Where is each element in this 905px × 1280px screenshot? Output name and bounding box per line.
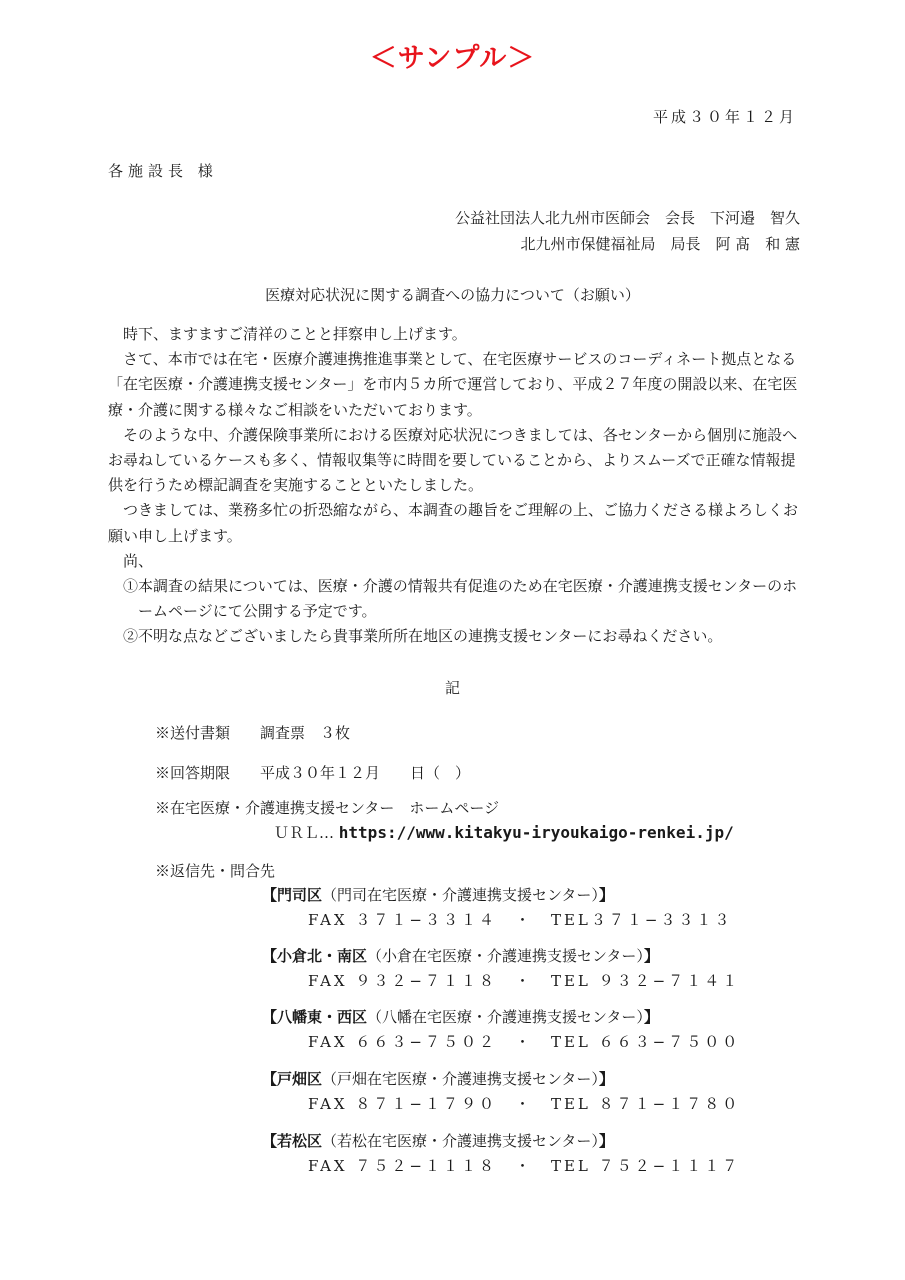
subject-title: 医療対応状況に関する調査への協力について（お願い） bbox=[265, 286, 640, 304]
nao-label: 尚、 bbox=[123, 551, 154, 570]
center-title: （小倉在宅医療・介護連携支援センター） bbox=[367, 947, 644, 965]
homepage-label: ※在宅医療・介護連携支援センター ホームページ bbox=[155, 799, 500, 817]
center-phone: FAX ７５２−１１１８ ・ TEL ７５２−１１１７ bbox=[308, 1157, 741, 1175]
url-line bbox=[274, 822, 734, 843]
bracket-close: 】 bbox=[598, 886, 614, 904]
deadline-line: ※回答期限 平成３０年１２月 日（ ） bbox=[155, 764, 471, 782]
bracket-open: 【 bbox=[262, 947, 278, 965]
sender-health-bureau: 北九州市保健福祉局 局長 阿 髙 和 憲 bbox=[520, 235, 800, 253]
greeting-paragraph: 時下、ますますご清祥のことと拝察申し上げます。 bbox=[123, 325, 467, 343]
enclosure-line: ※送付書類 調査票 ３枚 bbox=[155, 724, 351, 742]
addressee: 各施設長 様 bbox=[108, 162, 218, 180]
center-title: （戸畑在宅医療・介護連携支援センター） bbox=[322, 1070, 599, 1088]
note-item: ①本調査の結果については、医療・介護の情報共有促進のため在宅医療・介護連携支援センターのホームページにて公開する予定です。 bbox=[123, 577, 798, 621]
bracket-open: 【 bbox=[262, 1132, 278, 1150]
note-item: ②不明な点などございましたら貴事業所所在地区の連携支援センターにお尋ねください。 bbox=[123, 627, 723, 646]
center-yahata bbox=[262, 1006, 659, 1027]
contact-label: ※返信先・問合先 bbox=[155, 862, 276, 880]
bracket-close: 】 bbox=[643, 947, 659, 965]
center-phone: FAX ３７１−３３１４ ・ TEL３７１−３３１３ bbox=[308, 911, 733, 929]
sender-medical-association: 公益社団法人北九州市医師会 会長 下河邉 智久 bbox=[454, 209, 800, 227]
center-kokura bbox=[262, 945, 659, 966]
bracket-close: 】 bbox=[598, 1132, 614, 1150]
center-moji bbox=[262, 884, 614, 905]
url-prefix: ＵＲＬ… bbox=[274, 824, 339, 842]
center-phone: FAX ９３２−７１１８ ・ TEL ９３２−７１４１ bbox=[308, 972, 741, 990]
district-name: 若松区 bbox=[277, 1132, 323, 1150]
center-name bbox=[262, 1068, 614, 1089]
bracket-close: 】 bbox=[643, 1008, 659, 1026]
ki-heading: 記 bbox=[444, 679, 460, 697]
center-phone: FAX ６６３−７５０２ ・ TEL ６６３−７５００ bbox=[308, 1033, 741, 1051]
body-paragraph: つきましては、業務多忙の折恐縮ながら、本調査の趣旨をご理解の上、ご協力くださる様よろしくお願い申し上げます。 bbox=[108, 501, 799, 545]
document-date: 平成３０年１２月 bbox=[652, 108, 797, 126]
center-phone: FAX ８７１−１７９０ ・ TEL ８７１−１７８０ bbox=[308, 1095, 741, 1113]
center-wakamatsu bbox=[262, 1130, 614, 1151]
center-name bbox=[262, 884, 614, 905]
center-title: （若松在宅医療・介護連携支援センター） bbox=[322, 1132, 599, 1150]
center-title: （八幡在宅医療・介護連携支援センター） bbox=[367, 1008, 644, 1026]
body-paragraph: さて、本市では在宅・医療介護連携推進事業として、在宅医療サービスのコーディネート拠点となる「在宅医療・介護連携支援センター」を市内５カ所で運営しており、平成２７年度の開設以来、在宅医療・介護に関する様々なご相談をいただいております。 bbox=[108, 350, 798, 419]
center-title: （門司在宅医療・介護連携支援センター） bbox=[322, 886, 599, 904]
district-name: 八幡東・西区 bbox=[277, 1008, 368, 1026]
center-tobata bbox=[262, 1068, 614, 1089]
district-name: 小倉北・南区 bbox=[277, 947, 368, 965]
district-name: 戸畑区 bbox=[277, 1070, 323, 1088]
bracket-close: 】 bbox=[598, 1070, 614, 1088]
letter-body bbox=[108, 322, 804, 650]
homepage-url[interactable]: https://www.kitakyu-iryoukaigo-renkei.jp/ bbox=[338, 823, 734, 842]
bracket-open: 【 bbox=[262, 886, 278, 904]
center-name bbox=[262, 945, 659, 966]
body-paragraph: そのような中、介護保険事業所における医療対応状況につきましては、各センターから個別に施設へお尋ねしているケースも多く、情報収集等に時間を要していることから、よりスムーズで正確な情報提供を行うため標記調査を実施することといたしました。 bbox=[108, 425, 798, 495]
center-name bbox=[262, 1130, 614, 1151]
sample-label: ＜サンプル＞ bbox=[369, 43, 536, 74]
bracket-open: 【 bbox=[262, 1070, 278, 1088]
district-name: 門司区 bbox=[277, 886, 323, 904]
bracket-open: 【 bbox=[262, 1008, 278, 1026]
center-name bbox=[262, 1006, 659, 1027]
